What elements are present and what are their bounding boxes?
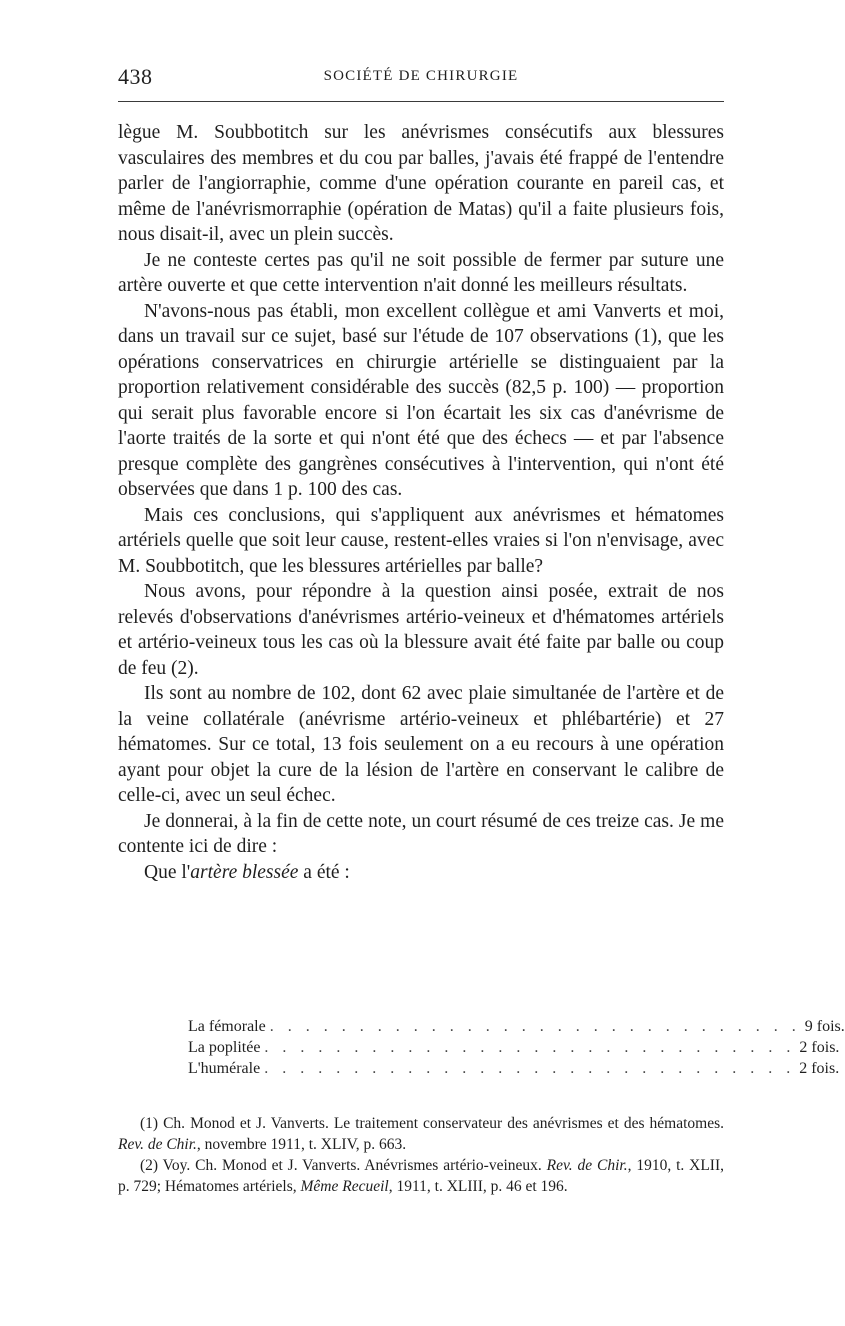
footnotes — [118, 1113, 724, 1197]
paragraph: Nous avons, pour répondre à la question ainsi posée, extrait de nos relevés d'observations d'anévrismes artério-veineux et d'hématomes artériels et artério-veineux tous les cas où la blessure avait été faite par balle ou coup de feu (2). — [118, 581, 724, 679]
list-item — [188, 1037, 840, 1058]
footnote-text: , 1910, t. XLII, p. 729; Hématomes artériels, — [118, 1157, 724, 1195]
dot-leader: . . . . . . . . . . . . . . . . . . . . . . . . . . . . . . — [264, 1039, 796, 1056]
journal-title: Rev. de Chir. — [118, 1136, 197, 1153]
closing-line-start: Que l' — [144, 861, 191, 883]
list-item — [188, 1016, 845, 1037]
journal-title: Rev. de Chir. — [546, 1157, 628, 1174]
list-item-label: La poplitée — [188, 1039, 261, 1056]
footnote-text: (1) Ch. Monod et J. Vanverts. Le traitement conservateur des anévrismes et des hématomes. — [140, 1115, 724, 1132]
page-number: 438 — [118, 64, 153, 89]
list-item — [188, 1058, 840, 1079]
journal-title: Même Recueil — [300, 1178, 389, 1195]
body-text — [118, 120, 724, 885]
list-item-value: 2 fois. — [799, 1060, 840, 1077]
list-item-label: L'humérale — [188, 1060, 261, 1077]
header-rule — [118, 101, 724, 102]
page-header — [118, 64, 724, 94]
dot-leader: . . . . . . . . . . . . . . . . . . . . . . . . . . . . . . — [264, 1060, 796, 1077]
list-item-value: 2 fois. — [799, 1039, 840, 1056]
closing-line — [118, 860, 724, 886]
closing-line-italic: artère blessée — [190, 861, 299, 883]
paragraph: Je donnerai, à la fin de cette note, un court résumé de ces treize cas. Je me contente ici de dire : — [118, 810, 724, 857]
closing-line-end: a été : — [298, 861, 350, 883]
dot-leader: . . . . . . . . . . . . . . . . . . . . . . . . . . . . . . — [269, 1018, 801, 1035]
paragraph: Mais ces conclusions, qui s'appliquent aux anévrismes et hématomes artériels quelle que soit leur cause, restent-elles vraies si l'on n'envisage, avec M. Soubbotitch, que les blessures artérielles par balle? — [118, 504, 724, 577]
footnote-text: , novembre 1911, t. XLIV, p. 663. — [196, 1136, 407, 1153]
footnote-text: , 1911, t. XLIII, p. 46 et 196. — [388, 1178, 568, 1195]
footnote-1 — [118, 1113, 724, 1155]
footnote-text: (2) Voy. Ch. Monod et J. Vanverts. Anévrismes artério-veineux. — [140, 1157, 547, 1174]
paragraph-continuation: lègue M. Soubbotitch sur les anévrismes consécutifs aux blessures vasculaires des membres et du cou par balles, j'avais été frappé de l'entendre parler de l'angiorraphie, comme d'une opération courante en pareil cas, et même de l'anévrismorraphie (opération de Matas) qu'il a faite plusieurs fois, nous disait-il, avec un plein succès. — [118, 122, 724, 245]
list-item-label: La fémorale — [188, 1018, 266, 1035]
running-head: SOCIÉTÉ DE CHIRURGIE — [323, 68, 519, 84]
paragraph: N'avons-nous pas établi, mon excellent collègue et ami Vanverts et moi, dans un travail sur ce sujet, basé sur l'étude de 107 observations (1), que les opérations conservatrices en chirurgie artérielle se distinguaient par la proportion relativement considérable des succès (82,5 p. 100) — proportion qui serait plus favorable encore si l'on écartait les six cas d'anévrisme de l'aorte traités de la sorte et qui n'ont été que des échecs — et par l'absence presque complète des gangrènes consécutives à l'intervention, qui n'ont été observées que dans 1 p. 100 des cas. — [118, 300, 724, 500]
paragraph: Ils sont au nombre de 102, dont 62 avec plaie simultanée de l'artère et de la veine collatérale (anévrisme artério-veineux et phlébartérie) et 27 hématomes. Sur ce total, 13 fois seulement on a eu recours à une opération ayant pour objet la cure de la lésion de l'artère en conservant le calibre de celle-ci, avec un seul échec. — [118, 683, 724, 806]
list-item-value: 9 fois. — [804, 1018, 845, 1035]
footnote-2 — [118, 1155, 724, 1197]
artery-list — [188, 1016, 845, 1079]
paragraph: Je ne conteste certes pas qu'il ne soit possible de fermer par suture une artère ouverte et que cette intervention n'ait donné les meilleurs résultats. — [118, 249, 724, 296]
